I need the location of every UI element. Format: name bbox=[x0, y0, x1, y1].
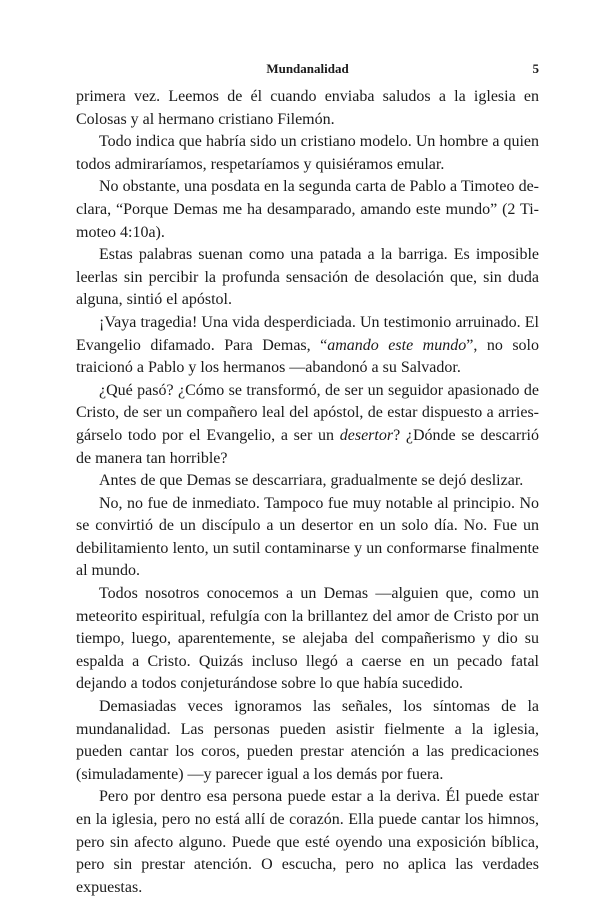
paragraph: primera vez. Leemos de él cuando enviaba saludos a la iglesia en Colosas y al hermano cristiano Filemón. bbox=[76, 88, 539, 128]
text-run: ¿Qué pasó? ¿Cómo se transformó, de ser un seguidor apasionado de Cristo, de ser un compañero leal del apóstol, de estar dispuesto a arriesgárselo todo por el Evangelio, a ser un bbox=[76, 381, 539, 444]
text-run: ¡Vaya tragedia! Una vida desperdiciada. Un testimonio arruinado. El Evangelio difamado. Para Demas, “ bbox=[76, 313, 539, 354]
paragraph bbox=[76, 312, 539, 380]
body-text bbox=[76, 86, 539, 899]
paragraph: Todo indica que habría sido un cristiano modelo. Un hombre a quien todos admiraríamos, respetaríamos y quisiéramos emular. bbox=[76, 133, 539, 173]
paragraph: No obstante, una posdata en la segunda carta de Pablo a Timoteo declara, “Porque Demas me ha desamparado, amando este mundo” (2 Timoteo 4:10a). bbox=[76, 178, 539, 241]
running-head bbox=[76, 58, 539, 82]
book-page bbox=[76, 58, 539, 899]
paragraph: No, no fue de inmediato. Tampoco fue muy notable al principio. No se convirtió de un discípulo a un desertor en un solo día. No. Fue un debilitamiento lento, un sutil contaminarse y un conformarse finalmente al mundo. bbox=[76, 494, 539, 580]
paragraph: Demasiadas veces ignoramos las señales, los síntomas de la mundanalidad. Las personas pueden asistir fielmente a la iglesia, pueden cantar los coros, pueden prestar atención a las predicaciones (simuladamente) —y parecer igual a los demás por fuera. bbox=[76, 698, 539, 783]
paragraph: Todos nosotros conocemos a un Demas —alguien que, como un meteorito espiritual, refulgía con la brillantez del amor de Cristo por un tiempo, luego, aparentemente, se alejaba del compañerismo y dio su espalda a Cristo. Quizás incluso llegó a caerse en un pecado fatal dejando a todos conjeturándose sobre lo que había sucedido. bbox=[76, 585, 539, 693]
chapter-title: Mundanalidad bbox=[266, 61, 349, 76]
page-number: 5 bbox=[532, 61, 539, 76]
text-run: ? ¿Dónde se descarrió de manera tan horrible? bbox=[76, 426, 539, 467]
emphasized-quote: amando este mundo bbox=[327, 336, 467, 354]
paragraph: Pero por dentro esa persona puede estar a la deriva. Él puede estar en la iglesia, pero no está allí de corazón. Ella puede cantar los himnos, pero sin afecto alguno. Puede que esté oyendo una exposición bíblica, pero sin prestar atención. O escucha, pero no aplica las verdades expuestas. bbox=[76, 788, 539, 896]
paragraph bbox=[76, 380, 539, 470]
paragraph: Estas palabras suenan como una patada a la barriga. Es imposible leerlas sin percibir la profunda sensación de desolación que, sin duda alguna, sintió el apóstol. bbox=[76, 246, 539, 309]
emphasized-word: desertor bbox=[339, 426, 394, 444]
text-run: ”, no solo traicionó a Pablo y los hermanos —abandonó a su Salvador. bbox=[76, 336, 540, 377]
paragraph: Antes de que Demas se descarriara, gradualmente se dejó deslizar. bbox=[99, 472, 524, 490]
